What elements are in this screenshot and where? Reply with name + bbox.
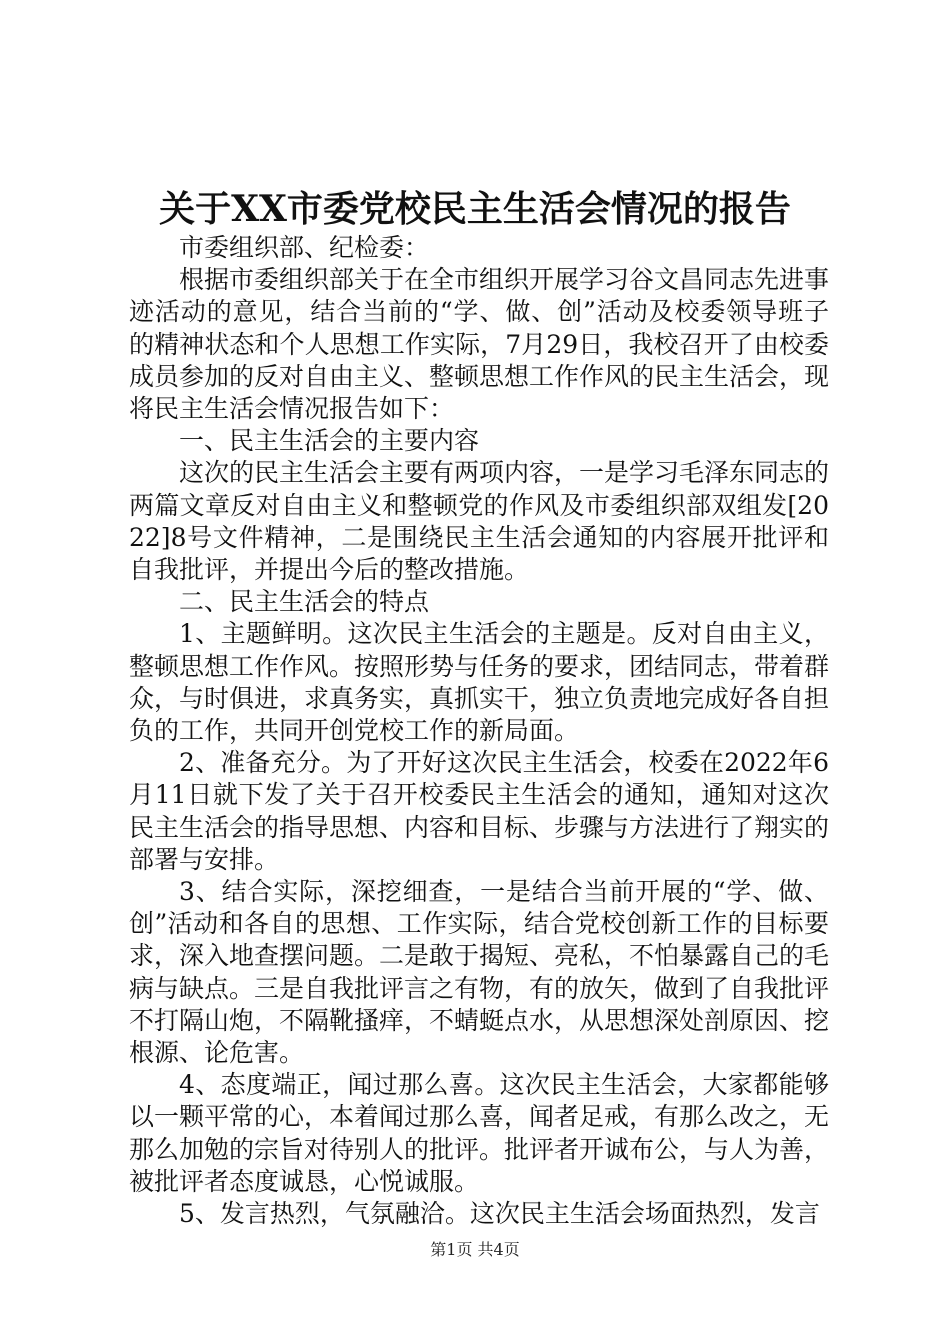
document-title: 关于XX市委党校民主生活会情况的报告 xyxy=(159,188,791,230)
paragraph-feature-5: 5、发言热烈，气氛融洽。这次民主生活会场面热烈，发言 xyxy=(179,1199,820,1229)
paragraph-feature-4: 4、态度端正，闻过那么喜。这次民主生活会，大家都能够以一颗平常的心，本着闻过那么喜，闻者足戒，有那么改之，无那么加勉的宗旨对待别人的批评。批评者开诚布公，与人为善，被批评者态度诚恳，心悦诚服。 xyxy=(129,1070,830,1196)
page-number-footer: 第1页 共4页 xyxy=(430,1240,520,1259)
paragraph-feature-1: 1、主题鲜明。这次民主生活会的主题是。反对自由主义，整顿思想工作作风。按照形势与任务的要求，团结同志，带着群众，与时俱进，求真务实，真抓实干，独立负责地完成好各自担负的工作，共同开创党校工作的新局面。 xyxy=(129,619,830,746)
paragraph-feature-3: 3、结合实际，深挖细查，一是结合当前开展的“学、做、创”活动和各自的思想、工作实际，结合党校创新工作的目标要求，深入地查摆问题。二是敢于揭短、亮私，不怕暴露自己的毛病与缺点。三是自我批评言之有物，有的放矢，做到了自我批评不打隔山炮，不隔靴搔痒，不蜻蜓点水，从思想深处剖原因、挖根源、论危害。 xyxy=(129,877,830,1068)
paragraph-main-content: 这次的民主生活会主要有两项内容，一是学习毛泽东同志的两篇文章反对自由主义和整顿党的作风及市委组织部双组发[2022]8号文件精神，二是围绕民主生活会通知的内容展开批评和自我批评，并提出今后的整改措施。 xyxy=(129,458,830,585)
section-heading-main-content: 一、民主生活会的主要内容 xyxy=(179,426,480,456)
paragraph-feature-2: 2、准备充分。为了开好这次民主生活会，校委在2022年6月11日就下发了关于召开校委民主生活会的通知，通知对这次民主生活会的指导思想、内容和目标、步骤与方法进行了翔实的部署与安排。 xyxy=(129,748,830,874)
document-body xyxy=(129,232,829,1230)
paragraph-salutation: 市委组织部、纪检委： xyxy=(179,233,430,262)
paragraph-intro: 根据市委组织部关于在全市组织开展学习谷文昌同志先进事迹活动的意见，结合当前的“学、做、创”活动及校委领导班子的精神状态和个人思想工作实际，7月29日，我校召开了由校委成员参加的反对自由主义、整顿思想工作作风的民主生活会，现将民主生活会情况报告如下： xyxy=(129,265,830,424)
section-heading-features: 二、民主生活会的特点 xyxy=(179,587,430,617)
